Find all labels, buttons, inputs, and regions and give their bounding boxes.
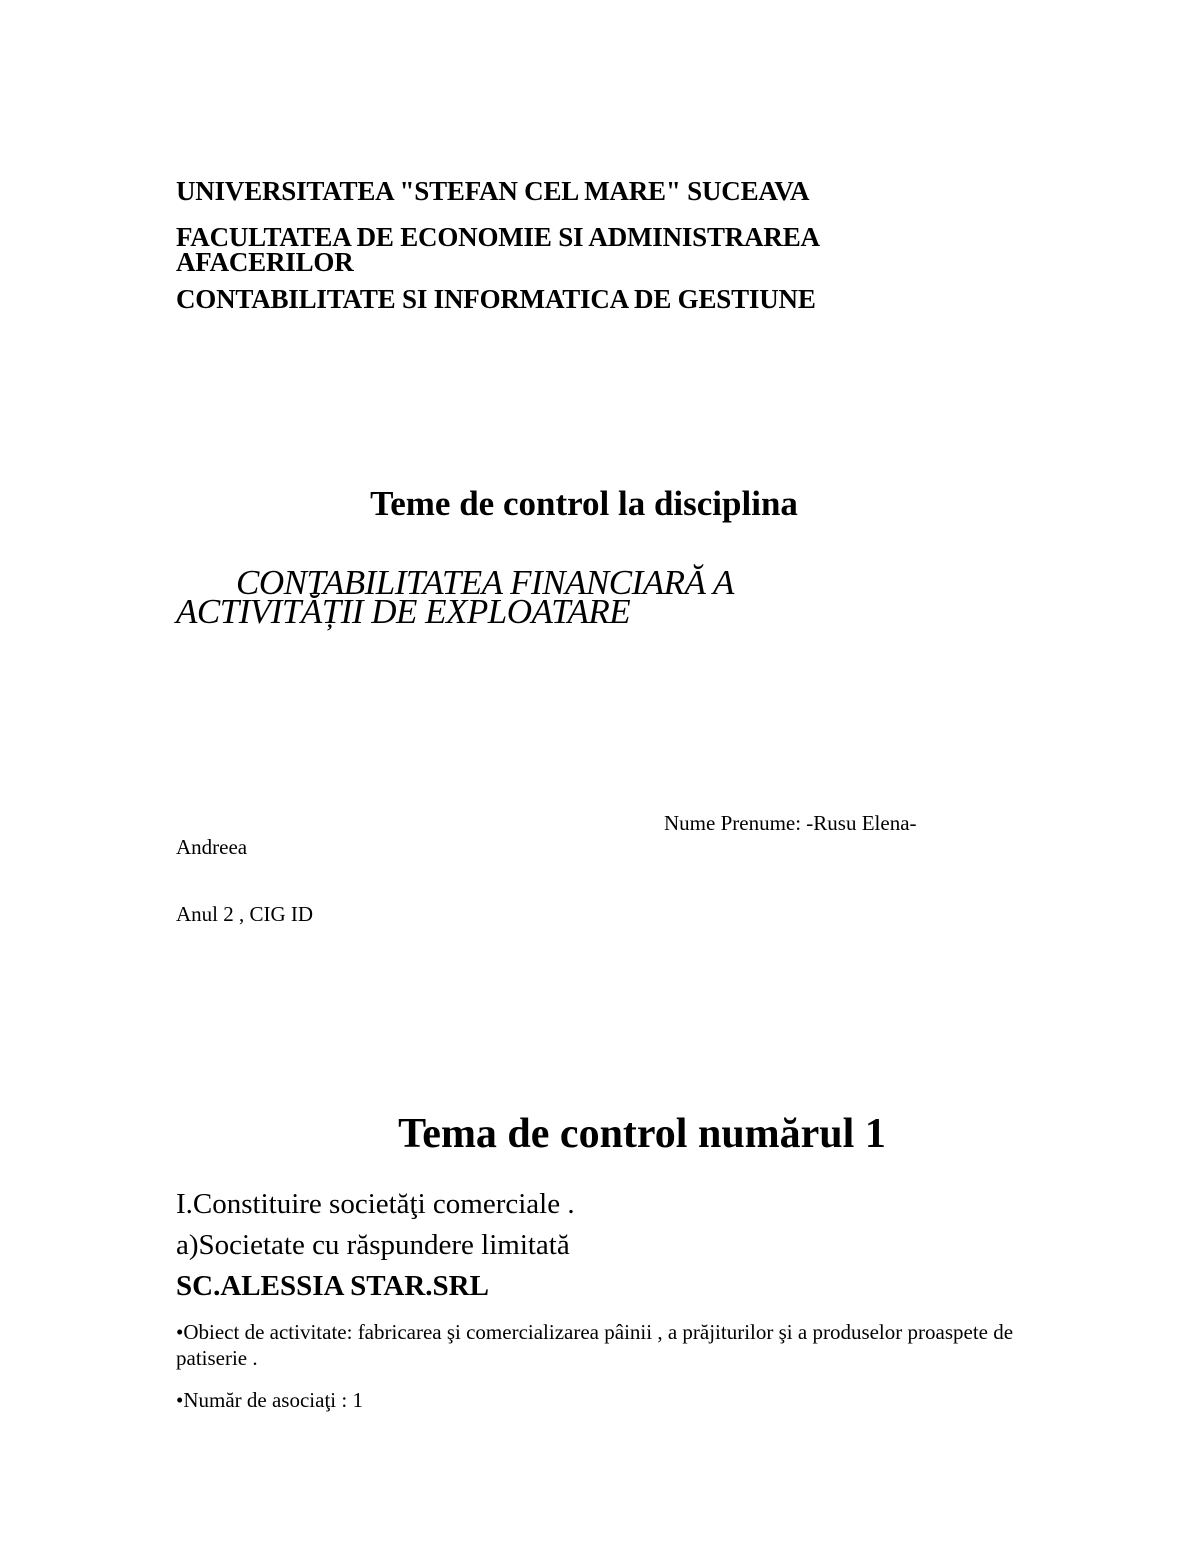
university-heading: UNIVERSITATEA "STEFAN CEL MARE" SUCEAVA — [176, 176, 810, 206]
course-title-line-2: ACTIVITĂȚII DE EXPLOATARE — [176, 592, 631, 631]
section-heading: I.Constituire societăţi comerciale . — [176, 1188, 575, 1220]
bullet-activity-object: •Obiect de activitate: fabricarea şi comercializarea pâinii , a prăjiturilor şi a produselor proaspete de patiserie . — [176, 1320, 1014, 1370]
subsection-heading: a)Societate cu răspundere limitată — [176, 1229, 570, 1261]
specialization-heading: CONTABILITATE SI INFORMATICA DE GESTIUNE — [176, 284, 816, 314]
bullet-associates-count: •Număr de asociaţi : 1 — [176, 1388, 363, 1412]
discipline-intro-text: Teme de control la disciplina — [370, 484, 798, 523]
faculty-heading: FACULTATEA DE ECONOMIE SI ADMINISTRAREA AFACERILOR — [176, 222, 819, 277]
topic-title — [0, 1110, 1200, 1158]
topic-title-text: Tema de control numărul 1 — [398, 1111, 886, 1157]
course-title-line-1: CONTABILITATEA FINANCIARĂ A — [236, 563, 734, 602]
student-name-line: Nume Prenume: -Rusu Elena- — [664, 811, 917, 835]
discipline-intro-heading — [0, 484, 1200, 524]
student-name-continuation: Andreea — [176, 835, 248, 859]
student-year-group: Anul 2 , CIG ID — [176, 902, 314, 926]
company-name: SC.ALESSIA STAR.SRL — [176, 1270, 489, 1302]
